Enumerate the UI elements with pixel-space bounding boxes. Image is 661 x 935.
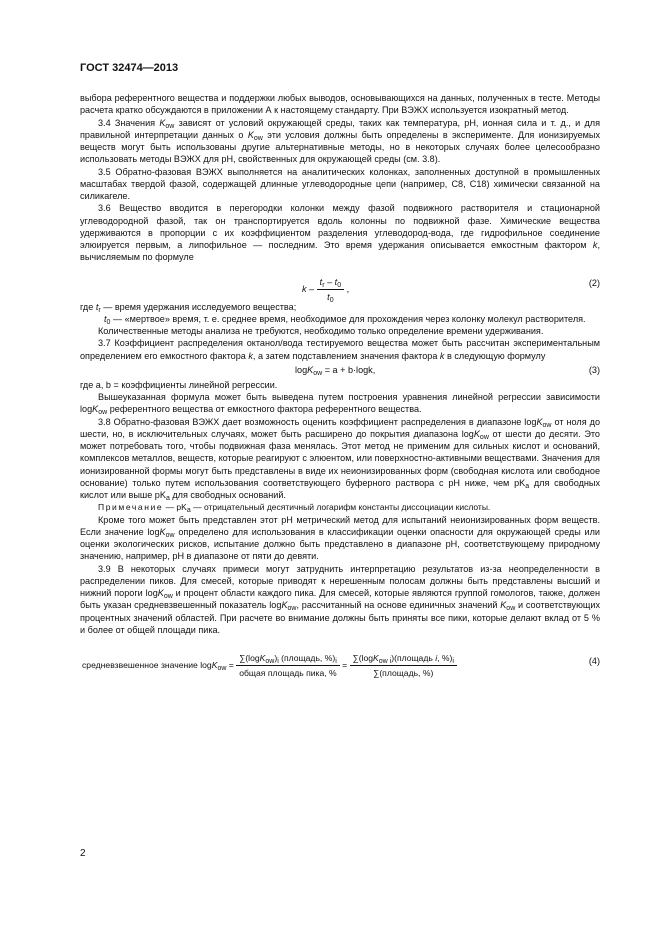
paragraph-3-5: 3.5 Обратно-фазовая ВЭЖХ выполняется на аналитических колонках, заполненных доступной в промышленных масштабах твердой фазой, содержащей длинные углеводородные цепи (например, С8, С18) химически связанной на силикагеле. <box>80 166 600 201</box>
paragraph-above-formula: Вышеуказанная формула может быть выведена путем построения уравнения линейной регрессии зависимости logK$_{ow}$ референтного вещества от емкостного фактора референтного вещества. <box>80 392 600 417</box>
formula-2-number: (2) <box>588 277 600 288</box>
document-header: ГОСТ 32474—2013 <box>80 62 179 74</box>
formula-4-fraction-2: $\frac{\sum(\log K_{ow i})(площадь i, \%)_i}{\text{∑(площадь, \%)}}$ <box>350 652 457 680</box>
note: Примечание — $pK_a$ — отрицательный десятичный логарифм константы диссоциации кислоты. <box>98 502 491 515</box>
paragraph-3-8: 3.8 Обратно-фазовая ВЭЖХ дает возможность оценить коэффициент распределения в диапазоне logK$_{ow}$ от ноля до шести, но, в исключительных случаях, может быть расширено до покрытия диапазона logK$_{ow}$ от шести до десяти. Это может потребовать того, чтобы подвижная фаза менялась. Этот метод не применим для сильных кислот и оснований, комплексов металлов, веществ, которые реагируют с элюентом, или поверхностно-активными веществами. Значения для ионизированной формы могут быть представлены в виде их неионизированных форм (свободная кислота или свободное основание) только путем использования соответствующего буферного раствора с рН ниже, чем $pK_a$ для свободных кислот или выше $pK_a$ для свободных оснований. <box>80 416 600 502</box>
where-tr: где $t_r$ — время удержания исследуемого вещества; <box>80 301 297 314</box>
paragraph-3-4: 3.4 Значения $K_{ow}$ зависят от условий окружающей среды, таких как температура, рН, ионная сила и т. д., и для правильной интерпретации данных о $K_{ow}$ эти условия должны быть определены в эксперименте. Для ионизируемых веществ могут быть использованы другие альтернативные методы, но в некоторых случаях более целесообразно использовать методы ВЭЖХ для рН, свойственных для окружающей среды (см. 3.8). <box>80 117 600 165</box>
paragraph-3-7: 3.7 Коэффициент распределения октанол/вода тестируемого вещества может быть рассчитан экспериментальным определением его емкостного фактора k, а затем подставлением значения фактора k в следующую формулу <box>80 338 600 361</box>
formula-4-number: (4) <box>588 656 600 666</box>
formula-2: k – $\frac{t_r - t_0}{t_0}$ , (2) <box>302 276 600 304</box>
page-number: 2 <box>80 848 86 859</box>
formula-3: logK$_{ow}$ = a + b·logk, (3) <box>295 364 600 377</box>
paragraph-quantitative: Количественные методы анализа не требуются, необходимо только определение времени удерживания. <box>98 326 544 336</box>
formula-3-number: (3) <box>588 364 600 375</box>
paragraph-3-6: 3.6 Вещество вводится в перегородки колонки между фазой подвижного растворителя и стационарной углеводородной фазой, так он транспортируется вдоль колонны по подвижной фазе. Химические вещества удерживаются в пропорции с их коэффициентом разделения углеводород-вода, где гидрофильное соединение элюируется первым, а липофильное — последним. Это время удержания описывается емкостным фактором k, вычисляемым по формуле <box>80 203 600 263</box>
paragraph-3-9: 3.9 В некоторых случаях примеси могут затруднить интерпретацию результатов из-за неопределенности в распределении пиков. Для смесей, которые приводят к нерешенным полосам должны быть представлены высший и нижний пороги logK$_{ow}$ и процент области каждого пика. Для смесей, которые являются группой гомологов, также, должен быть указан средневзвешенный показатель logK$_{ow}$, рассчитанный на основе единичных значений $K_{ow}$ и соответствующих процентных значений областей. При расчете во внимание должны быть приняты все пики, которые делают вклад от 5 % и более от общей площади пика. <box>80 563 601 635</box>
formula-4: средневзвешенное значение logK$_{ow}$ = $\frac{\sum(\log K_{ow})_i (площадь, \%)_i}{\text{общая площадь пика, \%}}$ = $\frac{\sum(\log K_{ow i})(площадь i, \%)_i}{\text{∑(площадь, \%)}}$ (4) <box>82 653 600 679</box>
where-ab: где a, b = коэффициенты линейной регрессии. <box>80 379 278 390</box>
document-body <box>80 92 600 678</box>
formula-2-fraction: $\frac{t_r - t_0}{t_0}$ <box>317 276 344 304</box>
where-t0: $t_0$ — «мертвое» время, т. е. среднее время, необходимое для прохождения через колонку молекул растворителя. <box>104 313 586 326</box>
paragraph-also: Кроме того может быть представлен этот рН метрический метод для испытаний неионизированных форм веществ. Если значение logK$_{ow}$ определено для использования в классификации оценки опасности для окружающей среды или оценки экологических рисков, испытание должно быть представлено в диапазоне рН, соответствующему природному значению, например, рН в диапазоне от пяти до девяти. <box>80 514 600 562</box>
paragraph-intro: выбора референтного вещества и поддержки любых выводов, основывающихся на данных, полученных в тесте. Методы расчета кратко обсуждаются в приложении А к настоящему стандарту. При ВЭЖХ используется изократный метод. <box>80 93 600 116</box>
formula-4-fraction-1: $\frac{\sum(\log K_{ow})_i (площадь, \%)_i}{\text{общая площадь пика, \%}}$ <box>236 652 340 680</box>
